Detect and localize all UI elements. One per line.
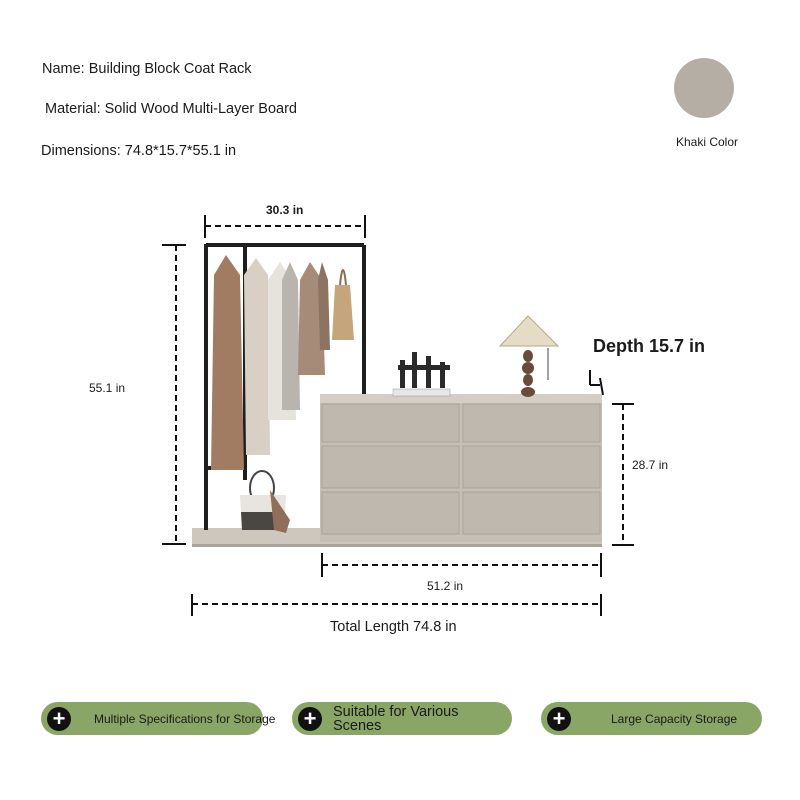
product-dimensions: Dimensions: 74.8*15.7*55.1 in [41, 143, 237, 159]
rack-width-label: 30.3 in [266, 203, 304, 217]
cabinet-width-label: 51.2 in [427, 579, 464, 593]
plus-icon: + [47, 707, 71, 731]
feature-label: Large Capacity Storage [611, 711, 738, 726]
decor-items [393, 316, 558, 397]
height-label: 55.1 in [89, 381, 126, 395]
color-label: Khaki Color [675, 135, 739, 149]
feature-pill-capacity[interactable] [541, 702, 762, 735]
product-material: Material: Solid Wood Multi-Layer Board [45, 101, 297, 117]
feature-label: Suitable for Various Scenes [333, 703, 459, 734]
product-name: Name: Building Block Coat Rack [42, 61, 252, 77]
chest-of-drawers [320, 394, 602, 542]
feature-pill-scenes[interactable] [292, 702, 512, 735]
plus-icon: + [298, 707, 322, 731]
feature-pill-specifications[interactable] [41, 702, 276, 735]
cabinet-height-label: 28.7 in [632, 458, 669, 472]
plus-icon: + [547, 707, 571, 731]
basket [240, 471, 290, 533]
depth-label: Depth 15.7 in [593, 336, 706, 356]
feature-label: Multiple Specifications for Storage [94, 711, 276, 726]
total-length-label: Total Length 74.8 in [330, 619, 457, 635]
